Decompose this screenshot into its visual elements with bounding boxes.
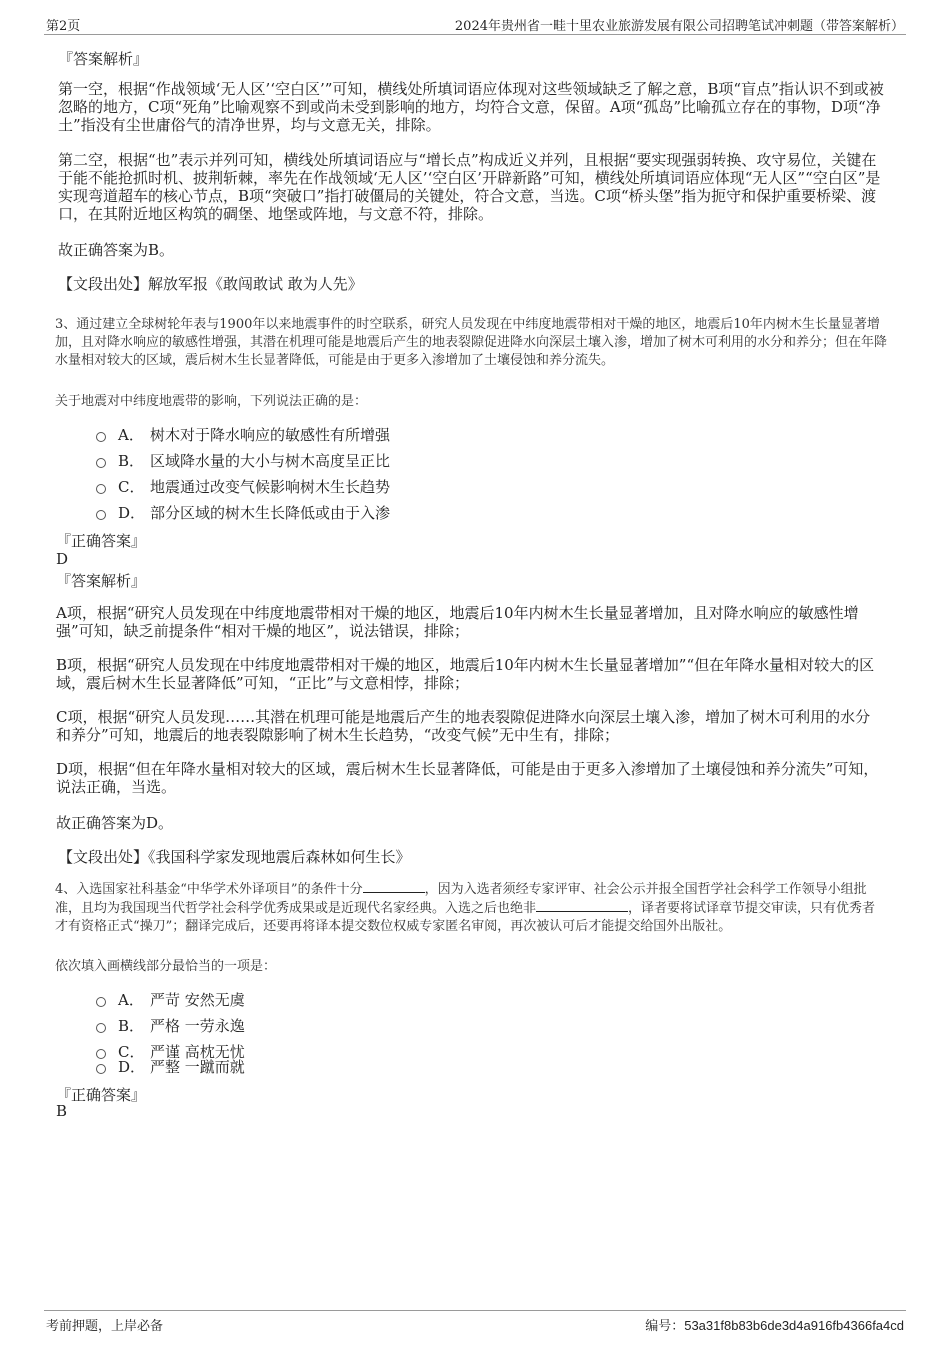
q2-analysis-label: 『答案解析』 bbox=[58, 50, 149, 68]
q2-conclusion: 故正确答案为B。 bbox=[58, 241, 175, 259]
q4-option-b[interactable]: B． 严格 一劳永逸 bbox=[96, 1015, 245, 1036]
page-number: 第2页 bbox=[46, 19, 81, 34]
q3-conclusion: 故正确答案为D。 bbox=[56, 814, 174, 832]
q3-analysis-a: A项，根据“研究人员发现在中纬度地震带相对干燥的地区，地震后10年内树木生长量显著增加，且对降水响应的敏感性增强”可知，缺乏前提条件“相对干燥的地区”，说法错误，排除； bbox=[56, 604, 859, 640]
q3-option-c[interactable]: C． 地震通过改变气候影响树木生长趋势 bbox=[96, 476, 390, 497]
blank-line-1 bbox=[363, 880, 425, 893]
blank-line-2 bbox=[536, 899, 628, 912]
radio-button-icon[interactable] bbox=[96, 432, 106, 442]
q3-stem: 3、通过建立全球树轮年表与1900年以来地震事件的时空联系，研究人员发现在中纬度地震带相对干燥的地区，地震后10年内树木生长量显著增加，且对降水响应的敏感性增强，其潜在机理可能是地震后产生的地表裂隙促进降水向深层土壤入渗，增加了树木可利用的水分和养分；但在年降水量相对较大的区域，震后树木生长显著降低，可能是由于更多入渗增加了土壤侵蚀和养分流失。 bbox=[55, 317, 888, 368]
q4-option-a[interactable]: A． 严苛 安然无虞 bbox=[96, 989, 245, 1010]
q3-analysis-b: B项，根据“研究人员发现在中纬度地震带相对干燥的地区，地震后10年内树木生长量显著增加”“但在年降水量相对较大的区域，震后树木生长显著降低”可知，“正比”与文意相悖，排除； bbox=[56, 656, 875, 692]
q4-question: 依次填入画横线部分最恰当的一项是： bbox=[55, 959, 277, 974]
q2-analysis-paragraph-1: 第一空，根据“作战领域‘无人区’‘空白区’”可知，横线处所填词语应体现对这些领域缺乏了解之意，B项“盲点”指认识不到或被忽略的地方，C项“死角”比喻观察不到或尚未受到影响的地方，均符合文意，保留。A项“孤岛”比喻孤立存在的事物，D项“净土”指没有尘世庸俗气的清净世界，均与文意无关，排除。 bbox=[58, 80, 884, 134]
radio-button-icon[interactable] bbox=[96, 458, 106, 468]
q3-question: 关于地震对中纬度地震带的影响，下列说法正确的是： bbox=[55, 394, 368, 409]
q4-option-c[interactable]: C． 严谨 高枕无忧 bbox=[96, 1041, 245, 1062]
q3-analysis-d: D项，根据“但在年降水量相对较大的区域，震后树木生长显著降低，可能是由于更多入渗增加了土壤侵蚀和养分流失”可知，说法正确，当选。 bbox=[56, 760, 879, 796]
q3-answer: D bbox=[56, 550, 69, 568]
q3-analysis-c: C项，根据“研究人员发现……其潜在机理可能是地震后产生的地表裂隙促进降水向深层土壤入渗，增加了树木可利用的水分和养分”可知，地震后的地表裂隙影响了树木生长趋势，“改变气候”无中生有，排除； bbox=[56, 708, 871, 744]
radio-button-icon[interactable] bbox=[96, 484, 106, 494]
q2-analysis-paragraph-2: 第二空，根据“也”表示并列可知，横线处所填词语应与“增长点”构成近义并列，且根据“要实现强弱转换、攻守易位，关键在于能不能抢抓时机、披荆斩棘，率先在作战领域‘无人区’‘空白区’开辟新路”可知，横线处所填词语应体现“无人区”“空白区”是实现弯道超车的核心节点，B项“突破口”指打破僵局的关键处，符合文意，当选。C项“桥头堡”指为扼守和保护重要桥梁、渡口，在其附近地区构筑的碉堡、地堡或阵地，与文意不符，排除。 bbox=[58, 151, 881, 223]
page-footer bbox=[44, 1310, 906, 1335]
q3-option-a[interactable]: A． 树木对于降水响应的敏感性有所增强 bbox=[96, 424, 390, 445]
q2-source: 【文段出处】解放军报《敢闯敢试 敢为人先》 bbox=[58, 275, 363, 293]
q4-stem: 4、入选国家社科基金“中华学术外译项目”的条件十分 ，因为入选者须经专家评审、社会公示并报全国哲学社会科学工作领导小组批准，且均为我国现当代哲学社会科学优秀成果或是近现代名家经典。入选之后也绝非 ，译者要将试译章节提交审读，只有优秀者才有资格正式“操刀”；翻译完成后，还要再将译本提交数位权威专家匿名审阅，再次被认可后才能提交给国外出版社。 bbox=[55, 882, 876, 934]
footer-slogan: 考前押题，上岸必备 bbox=[46, 1319, 164, 1334]
q4-answer: B bbox=[56, 1102, 68, 1120]
q3-answer-label: 『正确答案』 bbox=[56, 532, 147, 550]
document-code: 编号：53a31f8b83b6de3d4a916fb4366fa4cd bbox=[645, 1318, 904, 1334]
radio-button-icon[interactable] bbox=[96, 1023, 106, 1033]
document-title: 2024年贵州省一畦十里农业旅游发展有限公司招聘笔试冲刺题（带答案解析） bbox=[454, 19, 904, 34]
radio-button-icon[interactable] bbox=[96, 997, 106, 1007]
q3-source: 【文段出处】《我国科学家发现地震后森林如何生长》 bbox=[58, 848, 411, 866]
q3-option-b[interactable]: B． 区域降水量的大小与树木高度呈正比 bbox=[96, 450, 390, 471]
page-header bbox=[44, 12, 906, 35]
q3-option-d[interactable]: D． 部分区域的树木生长降低或由于入渗 bbox=[96, 502, 390, 523]
q4-answer-label: 『正确答案』 bbox=[56, 1086, 147, 1104]
radio-button-icon[interactable] bbox=[96, 510, 106, 520]
q3-analysis-label: 『答案解析』 bbox=[56, 572, 147, 590]
q4-option-d[interactable]: D． 严整 一蹴而就 bbox=[96, 1056, 245, 1077]
radio-button-icon[interactable] bbox=[96, 1064, 106, 1074]
